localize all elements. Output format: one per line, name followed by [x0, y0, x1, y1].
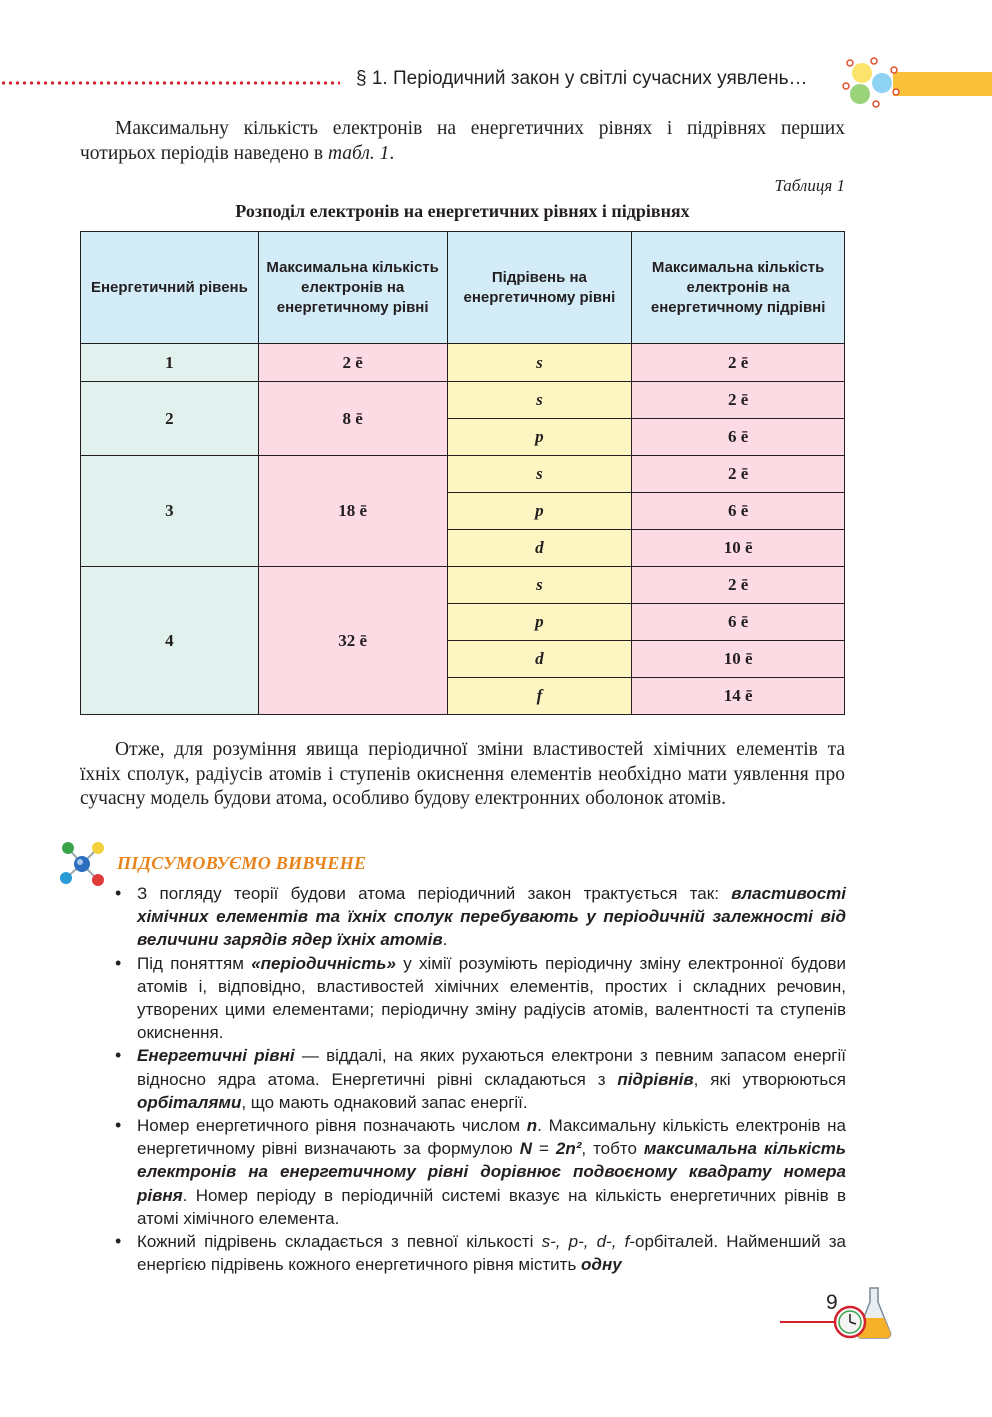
table-header-row	[81, 232, 845, 344]
table-reference[interactable]: табл. 1	[327, 142, 390, 164]
sublevel-cell: d	[447, 641, 632, 678]
sublevel-max-cell: 6 ē	[632, 493, 845, 530]
table-row	[81, 382, 845, 419]
header-dotted-line	[0, 81, 340, 85]
page-number: 9	[826, 1291, 838, 1314]
table-row	[81, 456, 845, 493]
level-cell: 2	[81, 382, 259, 456]
header-level: Енергетичний рівень	[81, 232, 259, 344]
list-item: • Номер енергетичного рівня позначають числом n. Максимальну кількість електронів на енергетичному рівні визначають за формулою N = 2n², тобто максимальна кількість електронів на енергетичному рівні дорівнює подвоєному квадрату номера рівня. Номер періоду в періодичній системі вказує на кількість енергетичних рівнів в атомі хімічного елемента.	[113, 1114, 846, 1230]
table-row	[81, 567, 845, 604]
page-header-title: § 1. Періодичний закон у світлі сучасних уявлень…	[356, 68, 808, 89]
list-item: • Кожний підрівень складається з певної кількості s-, p-, d-, f-орбіталей. Найменший за енергією підрівень кожного енергетичного рівня містить одну	[113, 1230, 846, 1276]
sublevel-max-cell: 14 ē	[632, 678, 845, 715]
sublevel-cell: s	[447, 456, 632, 493]
table-number: Таблиця 1	[774, 176, 845, 195]
sublevel-max-cell: 6 ē	[632, 604, 845, 641]
sublevel-cell: s	[447, 567, 632, 604]
summary-list	[113, 882, 846, 1276]
sublevel-cell: s	[447, 344, 632, 382]
sublevel-cell: s	[447, 382, 632, 419]
clock-flask-icon	[826, 1284, 896, 1340]
sublevel-cell: p	[447, 493, 632, 530]
sublevel-max-cell: 2 ē	[632, 344, 845, 382]
sublevel-cell: d	[447, 530, 632, 567]
conclusion-paragraph: Отже, для розуміння явища періодичної зміни властивостей хімічних елементів та їхніх сполук, радіусів атомів і ступенів окиснення елементів необхідно мати уявлення про сучасну модель будови атома, особливо будову електронних оболонок атомів.	[80, 739, 845, 809]
list-item: • З погляду теорії будови атома періодичний закон трактується так: властивості хімічних елементів та їхніх сполук перебувають у періодичній залежності від величини зарядів ядер їхніх атомів.	[113, 882, 846, 952]
molecule-model-icon	[56, 838, 108, 890]
level-max-cell: 18 ē	[258, 456, 447, 567]
sublevel-cell: p	[447, 419, 632, 456]
sublevel-cell: p	[447, 604, 632, 641]
sublevel-max-cell: 6 ē	[632, 419, 845, 456]
intro-paragraph: Максимальну кількість електронів на енергетичних рівнях і підрівнях перших чотирьох періодів наведено в табл. 1.	[80, 118, 845, 164]
table-caption: Розподіл електронів на енергетичних рівнях і підрівнях	[235, 201, 690, 221]
sublevel-max-cell: 2 ē	[632, 382, 845, 419]
list-item: • Енергетичні рівні — віддалі, на яких рухаються електрони з певним запасом енергії відносно ядра атома. Енергетичні рівні складаються з підрівнів, які утворюються орбіталями, що мають однаковий запас енергії.	[113, 1044, 846, 1114]
header-accent-bar	[893, 72, 992, 96]
level-max-cell: 32 ē	[258, 567, 447, 715]
level-max-cell: 8 ē	[258, 382, 447, 456]
level-cell: 4	[81, 567, 259, 715]
sublevel-max-cell: 10 ē	[632, 530, 845, 567]
summary-heading: ПІДСУМОВУЄМО ВИВЧЕНЕ	[117, 853, 367, 873]
header-sublevel-max: Максимальна кількість електронів на енергетичному підрівні	[632, 232, 845, 344]
level-cell: 1	[81, 344, 259, 382]
sublevel-max-cell: 10 ē	[632, 641, 845, 678]
table-row	[81, 344, 845, 382]
header-sublevel: Підрівень на енергетичному рівні	[447, 232, 632, 344]
level-max-cell: 2 ē	[258, 344, 447, 382]
sublevel-max-cell: 2 ē	[632, 456, 845, 493]
sublevel-cell: f	[447, 678, 632, 715]
electron-distribution-table	[80, 231, 845, 715]
molecule-icon	[840, 56, 902, 112]
header-level-max: Максимальна кількість електронів на енергетичному рівні	[258, 232, 447, 344]
level-cell: 3	[81, 456, 259, 567]
list-item: • Під поняттям «періодичність» у хімії розуміють періодичну зміну електронної будови атомів і, відповідно, властивостей хімічних елементів, простих і складних речовин, утворених цими елементами; періодичну зміну радіусів атомів, валентності та ступенів окиснення.	[113, 952, 846, 1045]
sublevel-max-cell: 2 ē	[632, 567, 845, 604]
